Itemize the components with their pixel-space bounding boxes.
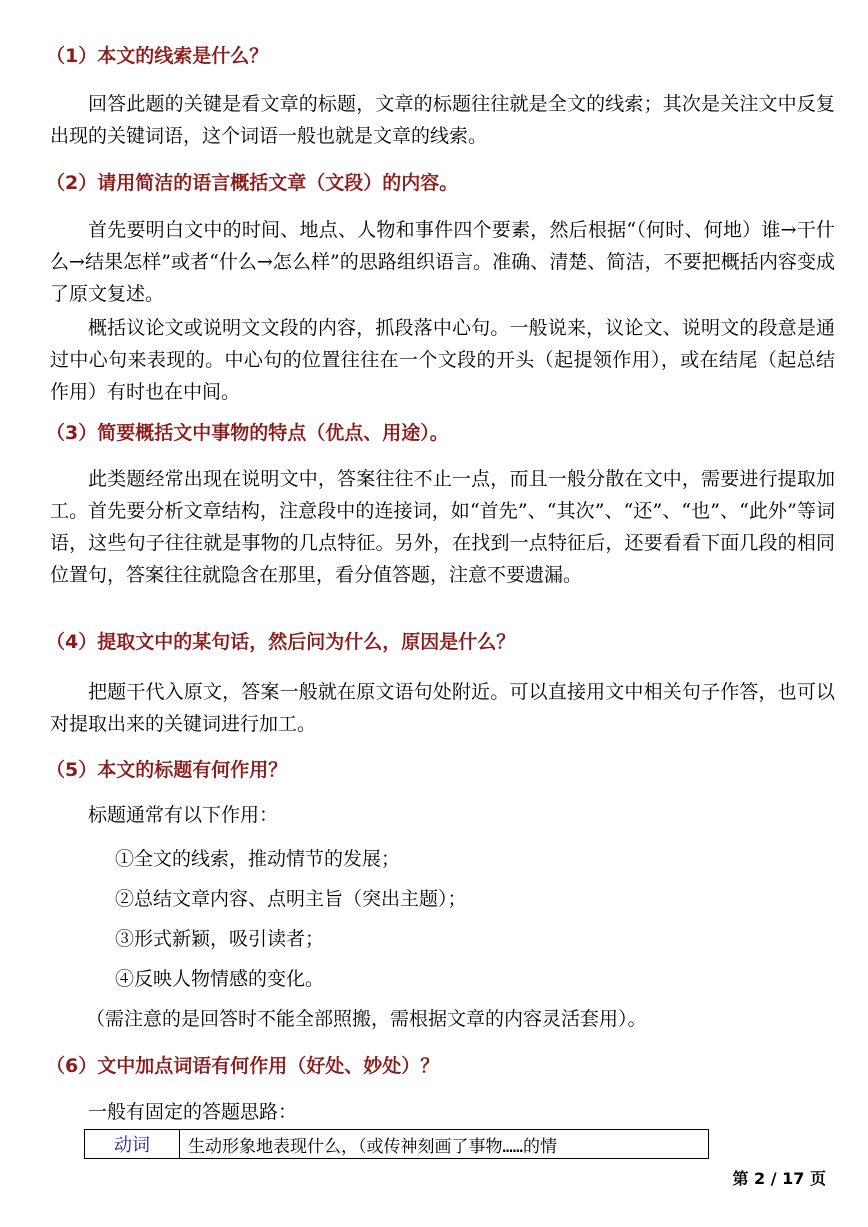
table-cell-key: 动词: [85, 1130, 180, 1159]
heading-q1: （1）本文的线索是什么？: [46, 45, 269, 67]
heading-q2: （2）请用简洁的语言概括文章（文段）的内容。: [46, 172, 459, 194]
list-item: ②总结文章内容、点明主旨（突出主题）；: [115, 888, 467, 910]
heading-q5: （5）本文的标题有何作用？: [46, 759, 288, 781]
answer-approach-intro: 一般有固定的答题思路：: [88, 1101, 298, 1123]
table-cell-value: 生动形象地表现什么，（或传神刻画了事物……的情: [180, 1130, 709, 1159]
heading-q3: （3）简要概括文中事物的特点（优点、用途）。: [46, 422, 449, 444]
paragraph-q3: 此类题经常出现在说明文中，答案往往不止一点，而且一般分散在文中，需要进行提取加工。首先要分析文章结构，注意段中的连接词，如“首先”、“其次”、“还”、“也”、“此外”等词语，这些句子往往就是事物的几点特征。另外，在找到一点特征后，还要看看下面几段的相同位置句，答案往往就隐含在那里，看分值答题，注意不要遗漏。: [50, 468, 835, 586]
list-item: ④反映人物情感的变化。: [115, 968, 325, 990]
heading-q6: （6）文中加点词语有何作用（好处、妙处）？: [46, 1055, 440, 1077]
heading-q4: （4）提取文中的某句话，然后问为什么，原因是什么？: [46, 631, 516, 653]
paragraph-q2-2: 概括议论文或说明文文段的内容，抓段落中心句。一般说来，议论文、说明文的段意是通过中心句来表现的。中心句的位置往往在一个文段的开头（起提领作用），或在结尾（起总结作用）有时也在中间。: [50, 317, 835, 403]
paragraph-q4: 把题干代入原文，答案一般就在原文语句处附近。可以直接用文中相关句子作答，也可以对提取出来的关键词进行加工。: [50, 681, 835, 735]
page-number: 第 2 / 17 页: [732, 1169, 826, 1188]
answer-table: [84, 1129, 709, 1159]
list-item: ①全文的线索，推动情节的发展；: [115, 848, 401, 870]
title-functions-intro: 标题通常有以下作用：: [88, 804, 279, 826]
table-row: [85, 1130, 709, 1159]
note: （需注意的是回答时不能全部照搬，需根据文章的内容灵活套用）。: [86, 1008, 647, 1030]
list-item: ③形式新颖，吸引读者；: [115, 928, 325, 950]
paragraph-q2-1: 首先要明白文中的时间、地点、人物和事件四个要素，然后根据“（何时、何地）谁→干什么→结果怎样”或者“什么→怎么样”的思路组织语言。准确、清楚、简洁，不要把概括内容变成了原文复述。: [50, 219, 835, 305]
paragraph-q1: 回答此题的关键是看文章的标题，文章的标题往往就是全文的线索；其次是关注文中反复出现的关键词语，这个词语一般也就是文章的线索。: [50, 93, 835, 147]
